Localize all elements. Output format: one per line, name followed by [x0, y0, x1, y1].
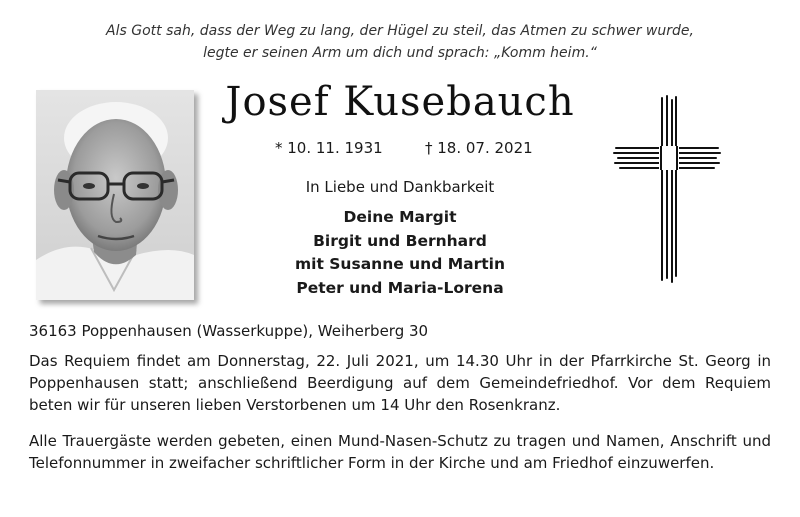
family-list: [220, 206, 580, 300]
birth-date: * 10. 11. 1931: [275, 139, 383, 157]
family-member: mit Susanne und Martin: [295, 255, 505, 273]
quote: [40, 20, 760, 64]
portrait-illustration: [36, 90, 194, 300]
quote-line-1: Als Gott sah, dass der Weg zu lang, der Hügel zu steil, das Atmen zu schwer wurde,: [106, 23, 694, 39]
address: 36163 Poppenhausen (Wasserkuppe), Weiherberg 30: [29, 322, 429, 340]
deceased-name: Josef Kusebauch: [225, 79, 575, 125]
guests-paragraph: Alle Trauergäste werden gebeten, einen Mund-Nasen-Schutz zu tragen und Namen, Anschrift und Telefonnummer in zweifacher schriftlicher Form in der Kirche und am Friedhof einzuwerfen.: [29, 432, 771, 472]
mourning-phrase: In Liebe und Dankbarkeit: [305, 178, 495, 196]
death-date: † 18. 07. 2021: [425, 139, 533, 157]
family-member: Birgit und Bernhard: [313, 231, 487, 250]
family-member: Deine Margit: [343, 208, 457, 226]
cross-icon: [612, 94, 722, 284]
requiem-paragraph: Das Requiem findet am Donnerstag, 22. Juli 2021, um 14.30 Uhr in der Pfarrkirche St. Georg in Poppenhausen statt; anschließend Beerdigung auf dem Gemeindefriedhof. Vor dem Requiem beten wir für unseren lieben Verstorbenen um 14 Uhr den Rosenkranz.: [29, 352, 771, 414]
life-dates: [220, 138, 580, 158]
family-member: Peter und Maria-Lorena: [296, 278, 504, 297]
quote-line-2: legte er seinen Arm um dich und sprach: „Komm heim.“: [203, 45, 597, 61]
portrait-photo: [36, 90, 194, 300]
